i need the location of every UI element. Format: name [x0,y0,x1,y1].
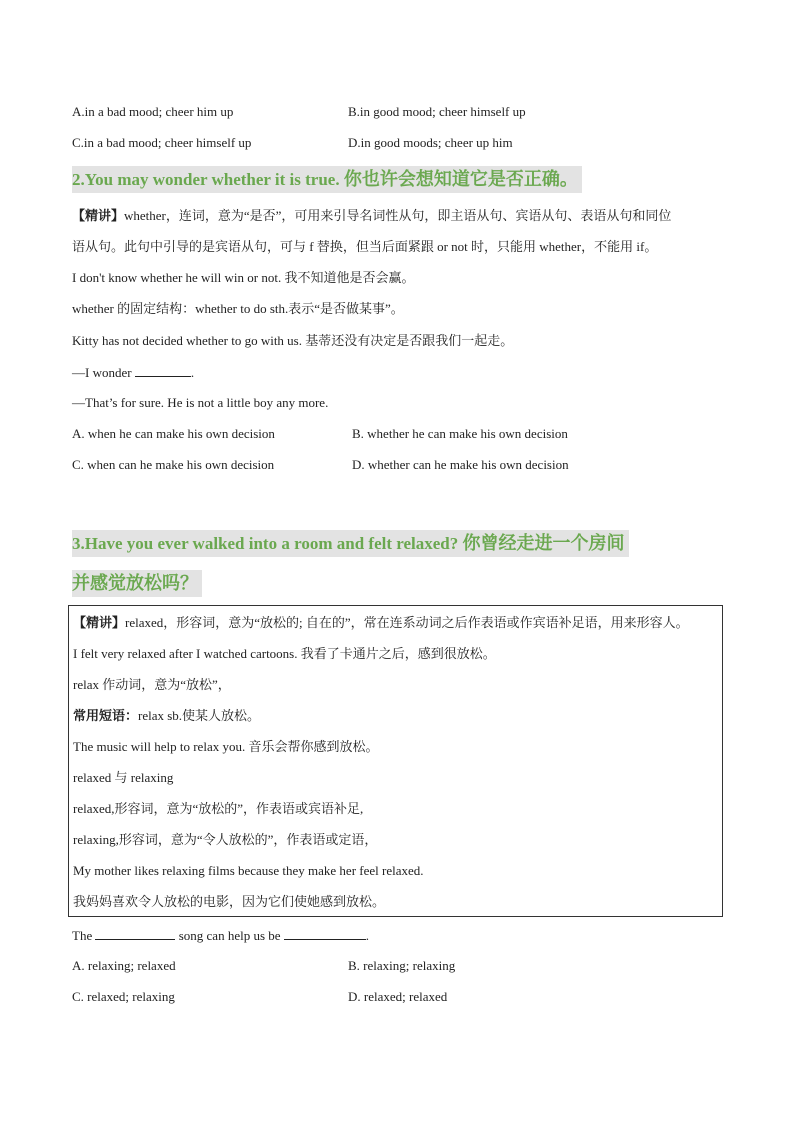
box-line-6: relaxed 与 relaxing [73,770,174,785]
section2-option-c: C. when can he make his own decision [72,457,275,472]
section2-heading [72,166,582,193]
section2-tag: 【精讲】 [72,209,125,224]
section3-option-c: C. relaxed; relaxing [72,989,175,1004]
answer-blank [135,363,191,377]
box-line-7: relaxed,形容词，意为“放松的”，作表语或宾语补足, [73,801,364,816]
q1-option-a: A.in a bad mood; cheer him up [72,104,234,119]
explanation-box [68,605,723,917]
section2-option-a: A. when he can make his own decision [72,426,275,441]
q1-option-b: B.in good mood; cheer himself up [348,104,526,119]
section3-q-mid: song can help us be [178,928,281,943]
q1-option-c: C.in a bad mood; cheer himself up [72,135,252,150]
box-line-8: relaxing,形容词，意为“令人放松的”，作表语或定语， [73,832,378,847]
section3-heading-en: 3.Have you ever walked into a room and felt relaxed? [72,534,459,553]
q1-option-d: D.in good moods; cheer up him [348,135,513,150]
section2-question-line2: —That’s for sure. He is not a little boy any more. [72,395,329,410]
section2-explain-2: 语从句。此句中引导的是宾语从句，可与 f 替换，但当后面紧跟 or not 时，只能用 whether，不能用 if。 [72,239,658,254]
section2-fixed-structure: whether 的固定结构：whether to do sth.表示“是否做某事”。 [72,301,404,316]
box-line-10: 我妈妈喜欢令人放松的电影，因为它们使她感到放松。 [73,894,386,909]
section3-option-b: B. relaxing; relaxing [348,958,456,973]
section3-heading-cn: 你曾经走进一个房间 [462,533,625,554]
box-line-4 [73,707,260,726]
section3-heading-cn-2: 并感觉放松吗？ [72,573,198,594]
section2-q-suffix: . [190,365,195,380]
box-line-5: The music will help to relax you. 音乐会帮你感到放松。 [73,739,379,754]
section3-heading-line1 [72,530,629,557]
answer-blank-2 [284,926,366,940]
box-line-9: My mother likes relaxing films because they make her feel relaxed. [73,863,424,878]
section2-option-b: B. whether he can make his own decision [352,426,568,441]
section3-option-a: A. relaxing; relaxed [72,958,176,973]
section3-question [72,926,369,945]
section2-heading-cn: 你也许会想知道它是否正确。 [343,169,578,190]
box-line-4-text: relax sb.使某人放松。 [138,708,261,723]
section3-heading-line2 [72,570,202,597]
section2-option-d: D. whether can he make his own decision [352,457,569,472]
section2-explain-1-text: whether，连词，意为“是否”，可用来引导名词性从句，即主语从句、宾语从句、表语从句和同位 [124,208,672,223]
box-line-2: I felt very relaxed after I watched cartoons. 我看了卡通片之后，感到很放松。 [73,646,496,661]
box-line-3: relax 作动词，意为“放松”， [73,677,231,692]
section3-q-prefix: The [72,928,93,943]
section2-example-1: I don't know whether he will win or not. 我不知道他是否会赢。 [72,270,415,285]
section3-q-suffix: . [365,928,370,943]
section3-option-d: D. relaxed; relaxed [348,989,448,1004]
section2-question-line1 [72,363,194,382]
box-tag: 【精讲】 [73,616,126,631]
section2-example-2: Kitty has not decided whether to go with us. 基蒂还没有决定是否跟我们一起走。 [72,333,514,348]
box-line-1-text: relaxed，形容词，意为“放松的; 自在的”，常在连系动词之后作表语或作宾语补足语，用来形容人。 [125,615,689,630]
answer-blank-1 [95,926,175,940]
section2-explain-1 [72,207,671,226]
box-phrase-tag: 常用短语： [73,709,139,724]
section2-q-prefix: —I wonder [72,365,132,380]
box-line-1 [73,614,689,633]
section2-heading-en: 2.You may wonder whether it is true. [72,170,340,189]
